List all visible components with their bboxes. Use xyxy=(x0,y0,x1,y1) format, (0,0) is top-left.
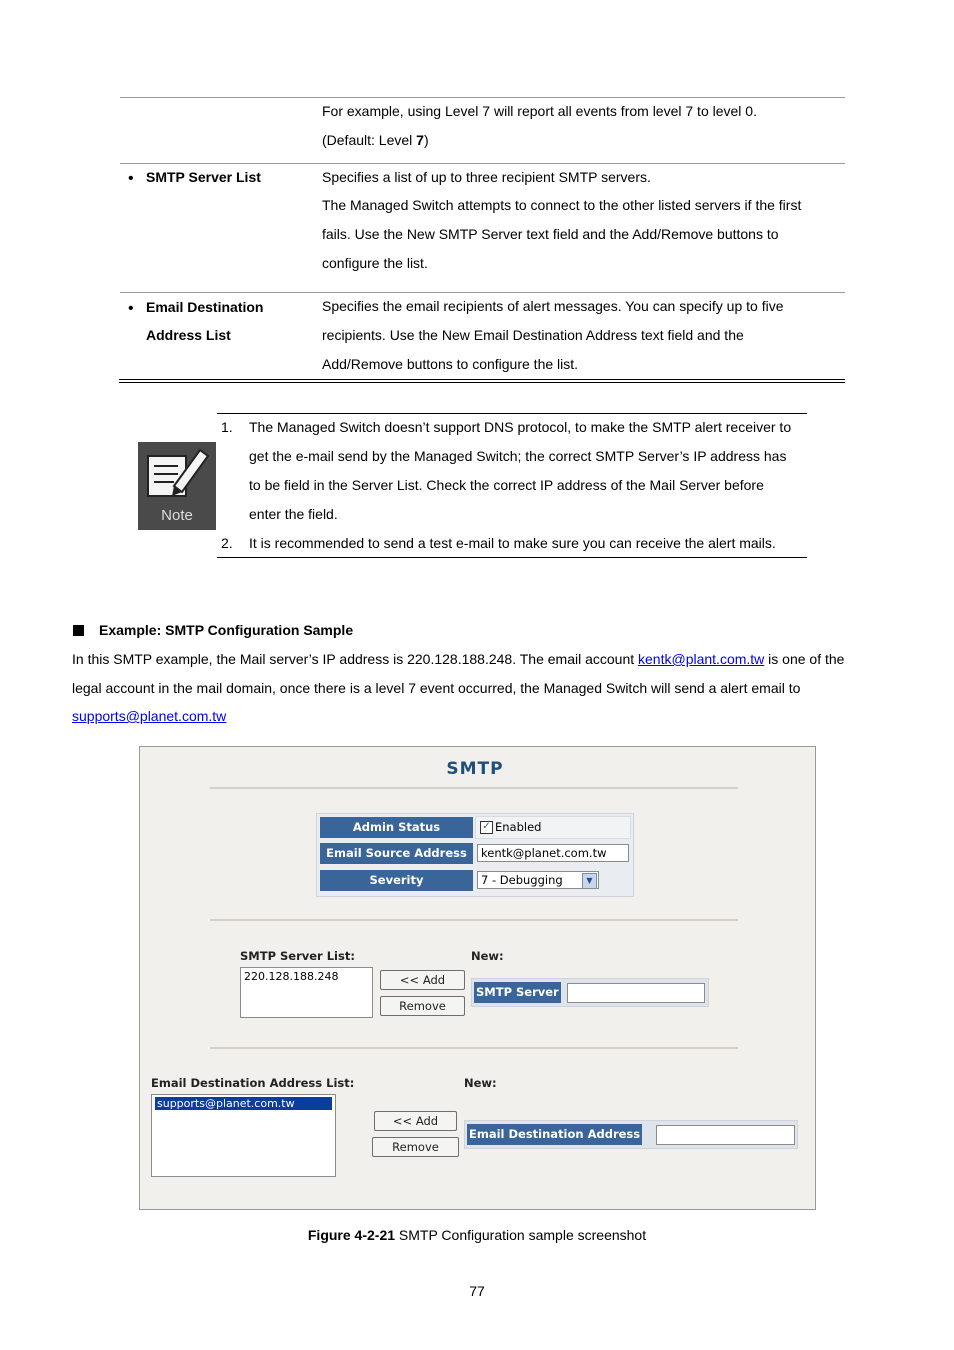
smtp-server-listbox[interactable] xyxy=(240,967,373,1018)
bullet: • xyxy=(128,170,134,187)
default-prefix: (Default: Level xyxy=(322,132,417,148)
note-line: to be field in the Server List. Check the correct IP address of the Mail Server before xyxy=(249,477,764,493)
email-list-label: Email Destination Address List: xyxy=(151,1076,355,1090)
list-item[interactable]: 220.128.188.248 xyxy=(244,970,339,983)
desc-line: Add/Remove buttons to configure the list. xyxy=(322,356,579,372)
severity-label: Severity xyxy=(320,870,473,891)
term-smtp-server-list: SMTP Server List xyxy=(146,169,261,185)
email-dest-input[interactable] xyxy=(656,1125,795,1145)
smtp-server-label: SMTP Server xyxy=(474,982,561,1003)
example-para-line1 xyxy=(72,645,844,674)
heading-square-icon xyxy=(73,625,84,636)
admin-status-value: Enabled xyxy=(495,820,542,834)
smtp-title: SMTP xyxy=(446,759,504,779)
email-remove-button[interactable]: Remove xyxy=(372,1137,459,1157)
bullet: • xyxy=(128,300,134,317)
chevron-down-icon[interactable]: ▼ xyxy=(582,873,597,889)
desc-line: Specifies a list of up to three recipient SMTP servers. xyxy=(322,169,651,185)
smtp-server-list-label: SMTP Server List: xyxy=(240,949,355,963)
admin-status-checkbox[interactable]: ✓ xyxy=(480,821,493,834)
smtp-server-new-box xyxy=(471,978,709,1007)
smtp-add-button[interactable]: << Add xyxy=(380,970,465,990)
admin-status-cell xyxy=(475,816,631,839)
row0-line1: For example, using Level 7 will report all events from level 7 to level 0. xyxy=(322,103,757,119)
note-line: It is recommended to send a test e-mail to make sure you can receive the alert mails. xyxy=(249,535,776,551)
term-email-destination: Email Destination xyxy=(146,299,264,315)
note-num: 2. xyxy=(221,535,233,551)
default-value: 7 xyxy=(416,132,424,148)
figure-caption xyxy=(0,1227,954,1243)
email-source-label: Email Source Address xyxy=(320,843,473,864)
para-text: In this SMTP example, the Mail server’s IP address is 220.128.188.248. The email account xyxy=(72,651,639,667)
example-para-line3 xyxy=(72,702,226,731)
admin-status-label: Admin Status xyxy=(320,817,473,838)
email-link-kentk[interactable]: kentk@plant.com.tw xyxy=(638,651,765,667)
page-number: 77 xyxy=(469,1283,485,1299)
desc-line: fails. Use the New SMTP Server text field and the Add/Remove buttons to xyxy=(322,226,779,242)
desc-line: recipients. Use the New Email Destination Address text field and the xyxy=(322,327,744,343)
smtp-screenshot xyxy=(139,746,816,1210)
pencil-paper-icon xyxy=(138,442,216,506)
smtp-remove-button[interactable]: Remove xyxy=(380,996,465,1016)
email-new-label: New: xyxy=(464,1076,497,1090)
caption-text: SMTP Configuration sample screenshot xyxy=(395,1227,647,1243)
email-dest-new-box xyxy=(464,1120,798,1149)
list-item-selected[interactable]: supports@planet.com.tw xyxy=(155,1097,332,1110)
para-text: is one of the xyxy=(764,651,845,667)
note-line: enter the field. xyxy=(249,506,338,522)
note-label: Note xyxy=(161,507,193,524)
smtp-new-label: New: xyxy=(471,949,504,963)
row0-default xyxy=(322,126,429,155)
desc-line: The Managed Switch attempts to connect to the other listed servers if the first xyxy=(322,197,802,213)
example-para-line2: legal account in the mail domain, once there is a level 7 event occurred, the Managed Switch will send a alert email to xyxy=(72,680,801,696)
default-suffix: ) xyxy=(423,132,429,148)
divider xyxy=(210,919,738,921)
table-bottom-rule xyxy=(119,379,845,383)
smtp-server-input[interactable] xyxy=(567,983,705,1003)
email-add-button[interactable]: << Add xyxy=(374,1111,457,1131)
desc-line: Specifies the email recipients of alert messages. You can specify up to five xyxy=(322,298,784,314)
divider xyxy=(210,1047,738,1049)
note-line: get the e-mail send by the Managed Switch; the correct SMTP Server’s IP address has xyxy=(249,448,787,464)
email-dest-label: Email Destination Address xyxy=(467,1124,642,1145)
email-dest-listbox[interactable] xyxy=(151,1094,336,1177)
term-address-list: Address List xyxy=(146,327,231,343)
note-icon xyxy=(138,442,216,530)
email-link-supports[interactable]: supports@planet.com.tw xyxy=(72,708,227,724)
note-num: 1. xyxy=(221,419,233,435)
note-bottom-rule xyxy=(217,557,807,558)
divider xyxy=(210,787,738,789)
email-source-input[interactable]: kentk@planet.com.tw xyxy=(477,844,629,862)
smtp-config-table xyxy=(316,813,634,897)
severity-value: 7 - Debugging xyxy=(481,873,563,887)
example-heading: Example: SMTP Configuration Sample xyxy=(99,622,354,638)
desc-line: configure the list. xyxy=(322,255,428,271)
note-line: The Managed Switch doesn’t support DNS protocol, to make the SMTP alert receiver to xyxy=(249,419,792,435)
severity-select[interactable] xyxy=(477,871,599,889)
caption-label: Figure 4-2-21 xyxy=(307,1227,396,1243)
